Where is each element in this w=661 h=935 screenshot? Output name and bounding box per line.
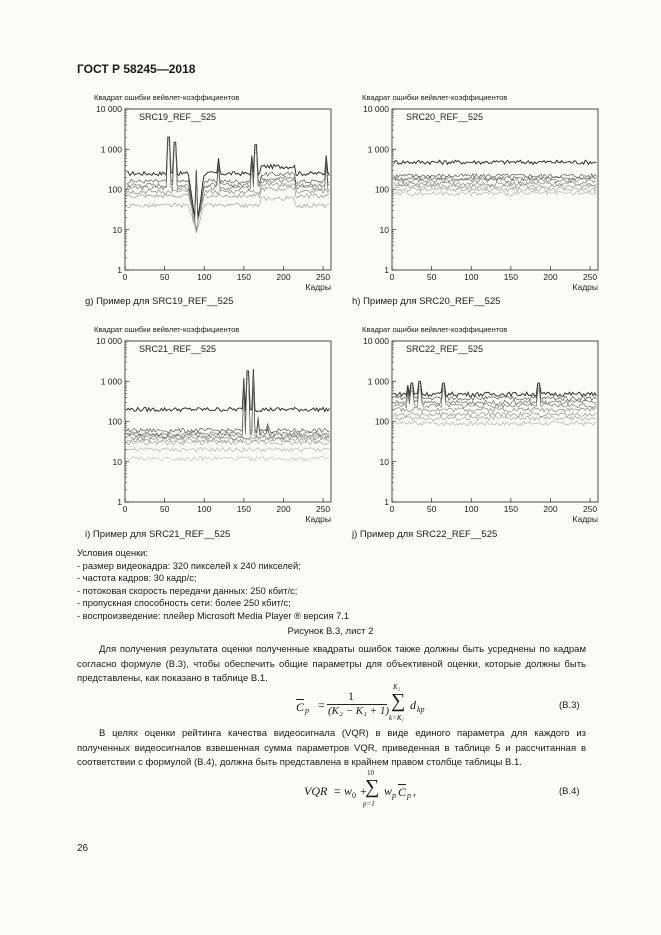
chart-h-title: Квадрат ошибки вейвлет-коэффициентов bbox=[362, 93, 508, 102]
eq2-sum-upper: 10 bbox=[367, 769, 374, 777]
x-tick-label: 50 bbox=[426, 272, 437, 282]
paragraph-vqr: В целях оценки рейтинга качества видеосигнала (VQR) в виде единого параметра для каждого из полученных видеосигналов взвешенная сумма параметров VQR, приведенная в таблице 5 и рассчитанная в соответствии с формулой (В.4), должна быть представлена в крайнем правом столбце таблицы В.1. bbox=[77, 728, 586, 769]
sum-sign: ∑ bbox=[365, 776, 380, 798]
y-tick-label: 10 000 bbox=[363, 104, 389, 114]
y-tick-label: 10 000 bbox=[96, 104, 122, 114]
condition-item: - потоковая скорость передачи данных: 250 кбит/с; bbox=[77, 585, 298, 596]
chart-src22 bbox=[352, 336, 612, 526]
sum-sign: ∑ bbox=[391, 690, 406, 712]
chart-g-title: Квадрат ошибки вейвлет-коэффициентов bbox=[94, 93, 240, 102]
plot-frame bbox=[125, 341, 331, 502]
eq1-lhs-sub: p bbox=[305, 706, 309, 715]
series-line bbox=[394, 407, 597, 411]
chart-src20 bbox=[352, 104, 612, 294]
y-tick-label: 100 bbox=[107, 416, 122, 427]
x-tick-label: 250 bbox=[315, 272, 331, 282]
page-number: 26 bbox=[77, 843, 89, 854]
x-tick-label: 50 bbox=[159, 504, 170, 514]
x-axis-label: Кадры bbox=[572, 282, 598, 292]
x-tick-label: 150 bbox=[236, 504, 251, 514]
y-tick-label: 100 bbox=[374, 416, 389, 427]
chart-src19 bbox=[85, 104, 345, 294]
x-axis-label: Кадры bbox=[572, 514, 598, 524]
y-tick-label: 10 bbox=[379, 456, 389, 467]
x-tick-label: 150 bbox=[503, 504, 518, 514]
x-axis-label: Кадры bbox=[305, 514, 331, 524]
x-tick-label: 250 bbox=[582, 504, 598, 514]
chart-j-title: Квадрат ошибки вейвлет-коэффициентов bbox=[362, 325, 508, 334]
series-line bbox=[394, 384, 597, 401]
eq2-w0-sub: 0 bbox=[352, 791, 356, 800]
series-line bbox=[127, 374, 330, 436]
eq1-numerator: 1 bbox=[348, 689, 354, 703]
condition-item: - пропускная способность сети: более 250 кбит/с; bbox=[77, 598, 291, 609]
condition-item: - частота кадров: 30 кадр/с; bbox=[77, 573, 197, 584]
series-line bbox=[394, 421, 597, 425]
eq2-cp: C bbox=[398, 785, 407, 799]
series-line bbox=[127, 371, 330, 432]
standard-header: ГОСТ Р 58245—2018 bbox=[77, 62, 196, 76]
series-line bbox=[394, 174, 597, 178]
chart-g-caption: g) Пример для SRC19_REF__525 bbox=[85, 296, 234, 307]
plot-frame bbox=[392, 341, 598, 502]
x-tick-label: 100 bbox=[197, 504, 212, 514]
equation-b4 bbox=[304, 769, 444, 812]
y-tick-label: 100 bbox=[107, 184, 122, 195]
chart-i-caption: i) Пример для SRC21_REF__525 bbox=[85, 529, 231, 540]
x-tick-label: 0 bbox=[122, 504, 128, 514]
condition-item: - размер видеокадра: 320 пикселей х 240 пикселей; bbox=[77, 560, 301, 571]
x-tick-label: 50 bbox=[426, 504, 437, 514]
eq1-sum-upper: K₂ bbox=[393, 683, 401, 691]
x-tick-label: 200 bbox=[543, 272, 558, 282]
y-tick-label: 100 bbox=[374, 184, 389, 195]
x-tick-label: 0 bbox=[389, 272, 395, 282]
eq1-eq: = bbox=[318, 698, 325, 712]
x-tick-label: 250 bbox=[582, 272, 598, 282]
eq1-term: d bbox=[410, 698, 416, 712]
y-tick-label: 1 bbox=[117, 265, 122, 275]
y-tick-label: 10 bbox=[112, 224, 122, 235]
series-line bbox=[127, 197, 330, 234]
x-tick-label: 150 bbox=[503, 272, 518, 282]
series-line bbox=[394, 412, 597, 416]
eq1-sum-lower: k=K₁ bbox=[389, 714, 404, 722]
series-line bbox=[394, 381, 597, 396]
y-tick-label: 1 000 bbox=[367, 376, 389, 387]
eq2-trail: , bbox=[413, 784, 416, 798]
x-axis-label: Кадры bbox=[305, 282, 331, 292]
conditions-heading: Условия оценки: bbox=[77, 548, 148, 558]
figure-caption: Рисунок В.3, лист 2 bbox=[287, 626, 374, 637]
condition-item: - воспроизведение: плейер Microsoft Media Player ® версия 7.1 bbox=[77, 610, 350, 621]
chart-label: SRC19_REF__525 bbox=[139, 112, 217, 122]
eq1-lhs: C bbox=[296, 700, 305, 714]
series-line bbox=[127, 441, 330, 445]
y-tick-label: 10 bbox=[112, 456, 122, 467]
eq2-w0: w bbox=[344, 784, 353, 798]
y-tick-label: 1 bbox=[384, 265, 389, 275]
x-tick-label: 100 bbox=[464, 272, 479, 282]
series-line bbox=[394, 188, 597, 192]
chart-label: SRC22_REF__525 bbox=[406, 344, 484, 354]
series-line bbox=[394, 191, 597, 195]
x-tick-label: 150 bbox=[236, 272, 251, 282]
eq2-plus: + bbox=[360, 784, 367, 798]
eq2-wp-sub: p bbox=[392, 791, 396, 800]
chart-j-caption: j) Пример для SRC22_REF__525 bbox=[352, 529, 498, 540]
chart-label: SRC21_REF__525 bbox=[139, 344, 217, 354]
y-tick-label: 1 bbox=[384, 497, 389, 507]
x-tick-label: 50 bbox=[159, 272, 170, 282]
plot-frame bbox=[125, 109, 331, 270]
y-tick-label: 1 bbox=[117, 497, 122, 507]
eq2-wp: w bbox=[384, 784, 393, 798]
eq1-term-sub: kp bbox=[417, 705, 425, 714]
equation-b3-number: (В.3) bbox=[559, 700, 580, 711]
chart-src21 bbox=[85, 336, 345, 526]
eq2-eq: = bbox=[334, 784, 341, 798]
x-tick-label: 200 bbox=[276, 272, 291, 282]
y-tick-label: 1 000 bbox=[100, 144, 122, 155]
x-tick-label: 0 bbox=[122, 272, 128, 282]
series-line bbox=[127, 448, 330, 452]
eq2-sum-lower: p=1 bbox=[363, 800, 375, 808]
evaluation-conditions bbox=[77, 547, 349, 623]
series-line bbox=[127, 182, 330, 231]
y-tick-label: 1 000 bbox=[100, 376, 122, 387]
chart-label: SRC20_REF__525 bbox=[406, 112, 484, 122]
eq2-lhs: VQR bbox=[304, 784, 328, 798]
series-line bbox=[394, 160, 597, 164]
eq2-cp-sub: p bbox=[407, 791, 411, 800]
y-tick-label: 1 000 bbox=[367, 144, 389, 155]
y-tick-label: 10 000 bbox=[96, 336, 122, 346]
series-line bbox=[127, 457, 330, 461]
series-line bbox=[127, 139, 330, 219]
chart-i-title: Квадрат ошибки вейвлет-коэффициентов bbox=[94, 325, 240, 334]
y-tick-label: 10 bbox=[379, 224, 389, 235]
series-line bbox=[127, 369, 330, 412]
series-line bbox=[394, 182, 597, 186]
paragraph-averaging: Для получения результата оценки полученные квадраты ошибок также должны быть усреднены по кадрам согласно формуле (В.3), чтобы обеспечить общие параметры для объективной оценки, которые должны быть представлены, как показано в таблице В.1. bbox=[77, 644, 586, 685]
x-tick-label: 250 bbox=[315, 504, 331, 514]
x-tick-label: 100 bbox=[197, 272, 212, 282]
x-tick-label: 200 bbox=[276, 504, 291, 514]
equation-b4-number: (В.4) bbox=[559, 786, 580, 797]
chart-h-caption: h) Пример для SRC20_REF__525 bbox=[352, 296, 501, 307]
eq1-denominator: (K₂ − K₁ + 1) bbox=[328, 705, 389, 717]
equation-b3 bbox=[296, 683, 446, 726]
series-line bbox=[394, 416, 597, 420]
x-tick-label: 200 bbox=[543, 504, 558, 514]
x-tick-label: 0 bbox=[389, 504, 395, 514]
y-tick-label: 10 000 bbox=[363, 336, 389, 346]
x-tick-label: 100 bbox=[464, 504, 479, 514]
